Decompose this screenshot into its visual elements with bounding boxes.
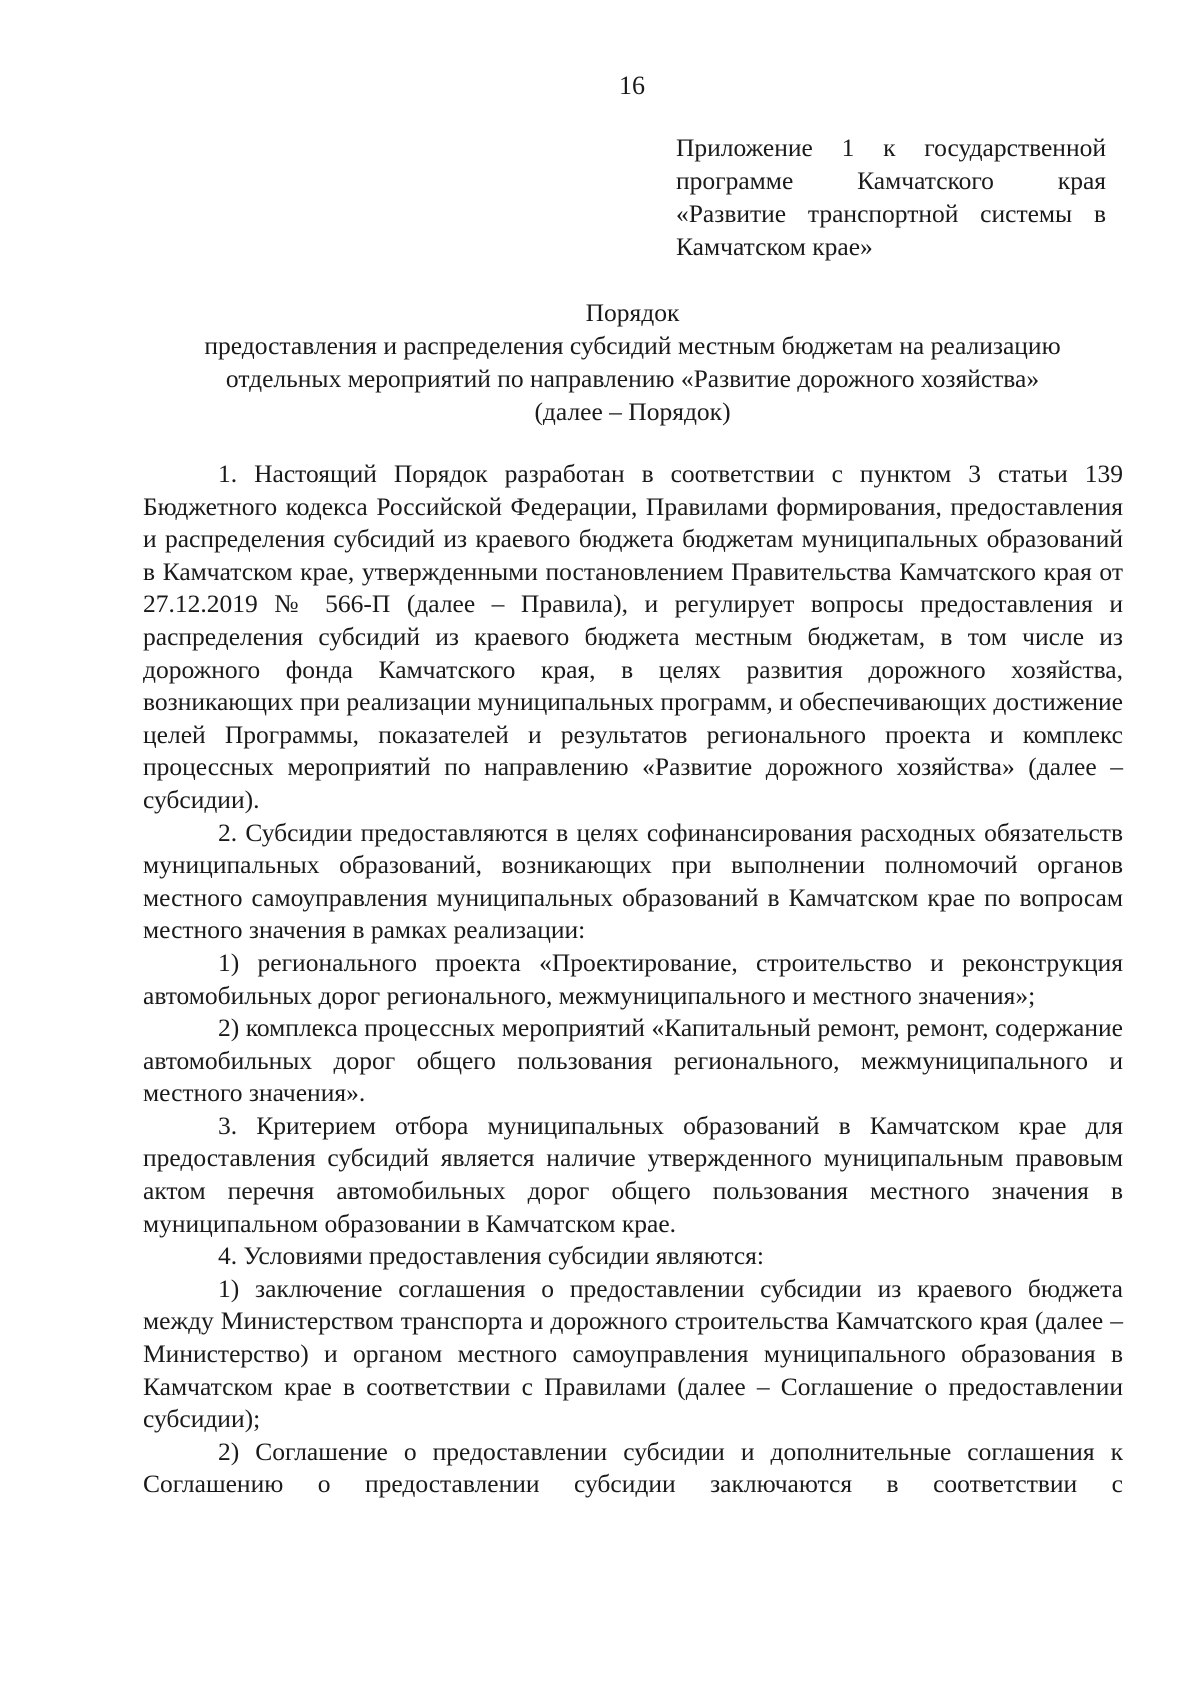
page-number: 16 bbox=[619, 71, 645, 100]
title-line: (далее – Порядок) bbox=[534, 397, 731, 426]
appendix-line: «Развитие транспортной системы в bbox=[676, 199, 1106, 228]
paragraph: 3. Критерием отбора муниципальных образований в Камчатском крае для предоставления субсидий является наличие утвержденного муниципальным правовым актом перечня автомобильных дорог общего пользования местного значения в муниципальном образовании в Камчатском крае. bbox=[143, 1110, 1123, 1238]
paragraph: 1. Настоящий Порядок разработан в соответствии с пунктом 3 статьи 139 Бюджетного кодекса Российской Федерации, Правилами формирования, предоставления и распределения субсидий из краевого бюджета бюджетам муниципальных образований в Камчатском крае, утвержденными постановлением Правительства Камчатского края от 27.12.2019 № 566-П (далее – Правила), и регулирует вопросы предоставления и распределения субсидий из краевого бюджета местным бюджетам, в том числе из дорожного фонда Камчатского края, в целях развития дорожного хозяйства, возникающих при реализации муниципальных программ, и обеспечивающих достижение целей Программы, показателей и результатов регионального проекта и комплекс процессных мероприятий по направлению «Развитие дорожного хозяйства» (далее – субсидии). bbox=[143, 459, 1123, 814]
document-title bbox=[140, 296, 1125, 428]
paragraph: 1) заключение соглашения о предоставлении субсидии из краевого бюджета между Министерством транспорта и дорожного строительства Камчатского края (далее – Министерство) и органом местного самоуправления муниципального образования в Камчатском крае в соответствии с Правилами (далее – Соглашение о предоставлении субсидии); bbox=[143, 1273, 1123, 1434]
paragraph: 1) регионального проекта «Проектирование, строительство и реконструкция автомобильных дорог регионального, межмуниципального и местного значения»; bbox=[143, 947, 1123, 1010]
paragraph: 2) комплекса процессных мероприятий «Капитальный ремонт, ремонт, содержание автомобильных дорог общего пользования регионального, межмуниципального и местного значения». bbox=[143, 1013, 1123, 1108]
appendix-line: Камчатском крае» bbox=[676, 232, 873, 261]
title-line: предоставления и распределения субсидий местным бюджетам на реализацию bbox=[204, 331, 1061, 360]
title-heading: Порядок bbox=[585, 298, 680, 327]
paragraph: 2. Субсидии предоставляются в целях софинансирования расходных обязательств муниципальных образований, возникающих при выполнении полномочий органов местного самоуправления муниципальных образований в Камчатском крае по вопросам местного значения в рамках реализации: bbox=[143, 817, 1123, 945]
document-body bbox=[143, 458, 1123, 1501]
appendix-line: Приложение 1 к государственной bbox=[676, 133, 1106, 162]
appendix-line: программе Камчатского края bbox=[676, 166, 1106, 195]
paragraph: 2) Соглашение о предоставлении субсидии и дополнительные соглашения к Соглашению о предоставлении субсидии заключаются в соответствии с bbox=[143, 1436, 1123, 1499]
appendix-note bbox=[676, 131, 1106, 263]
title-line: отдельных мероприятий по направлению «Развитие дорожного хозяйства» bbox=[225, 364, 1040, 393]
paragraph: 4. Условиями предоставления субсидии являются: bbox=[218, 1241, 764, 1271]
